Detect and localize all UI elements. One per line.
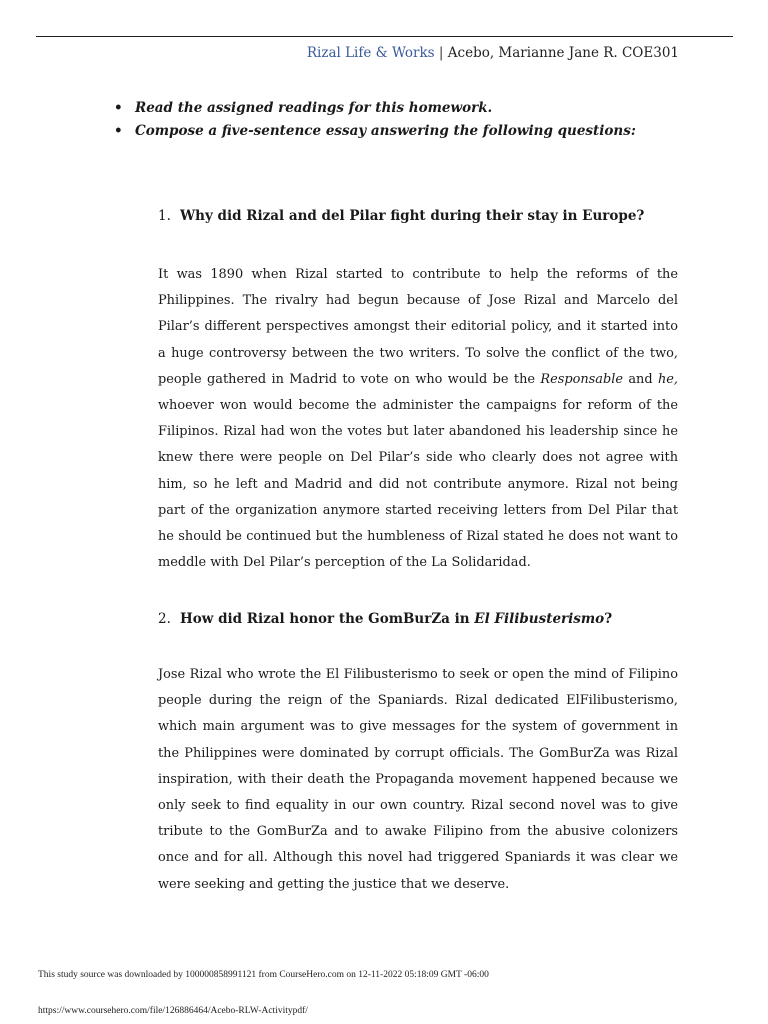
instructions-list <box>114 97 636 143</box>
bullet-icon: • <box>114 100 123 116</box>
instruction-text: Compose a five-sentence essay answering the following questions: <box>135 123 636 139</box>
answer-1 <box>158 262 678 576</box>
question-text: ? <box>604 611 613 627</box>
instruction-item <box>114 97 636 120</box>
download-note: This study source was downloaded by 100000858991121 from CourseHero.com on 12-11-2022 05:18:09 GMT -06:00 <box>38 970 489 980</box>
answer-emphasis: he, <box>657 371 678 387</box>
question-number: 1. <box>158 208 171 224</box>
bullet-icon: • <box>114 123 123 139</box>
course-title: Rizal Life & Works <box>306 45 435 61</box>
question-text: How did Rizal honor the GomBurZa in <box>180 611 475 627</box>
author-line: Acebo, Marianne Jane R. COE301 <box>447 45 679 61</box>
source-url[interactable]: https://www.coursehero.com/file/126886464/Acebo-RLW-Activitypdf/ <box>38 1006 308 1016</box>
answer-2: Jose Rizal who wrote the El Filibusterismo to seek or open the mind of Filipino people during the reign of the Spaniards. Rizal dedicated ElFilibusterismo, which main argument was to give messages for the system of government in the Philippines were dominated by corrupt officials. The GomBurZa was Rizal inspiration, with their death the Propaganda movement happened because we only seek to find equality in our own country. Rizal second novel was to give tribute to the GomBurZa and to awake Filipino from the abusive colonizers once and for all. Although this novel had triggered Spaniards it was clear we were seeking and getting the justice that we deserve. <box>158 667 678 892</box>
question-2 <box>158 611 612 627</box>
page-header <box>307 45 679 61</box>
header-rule <box>36 36 733 37</box>
header-separator: | <box>438 45 444 61</box>
question-number: 2. <box>158 611 171 627</box>
question-1 <box>158 208 644 224</box>
answer-emphasis: Responsable <box>540 371 623 387</box>
instruction-item <box>114 120 636 143</box>
instruction-text: Read the assigned readings for this homework. <box>135 100 493 116</box>
question-emphasis: El Filibusterismo <box>474 611 605 627</box>
question-text: Why did Rizal and del Pilar fight during their stay in Europe? <box>180 208 645 224</box>
answer-text: whoever won would become the administer the campaigns for reform of the Filipinos. Rizal had won the votes but later abandoned his leadership since he knew there were people on Del Pilar’s side who clearly does not agree with him, so he left and Madrid and did not contribute anymore. Rizal not being part of the organization anymore started receiving letters from Del Pilar that he should be continued but the humbleness of Rizal stated he does not want to meddle with Del Pilar’s perception of the La Solidaridad. <box>158 398 678 571</box>
answer-text: It was 1890 when Rizal started to contribute to help the reforms of the Philippines. The rivalry had begun because of Jose Rizal and Marcelo del Pilar’s different perspectives amongst their editorial policy, and it started into a huge controversy between the two writers. To solve the conflict of the two, people gathered in Madrid to vote on who would be the <box>158 267 678 387</box>
answer-text: and <box>622 371 658 387</box>
